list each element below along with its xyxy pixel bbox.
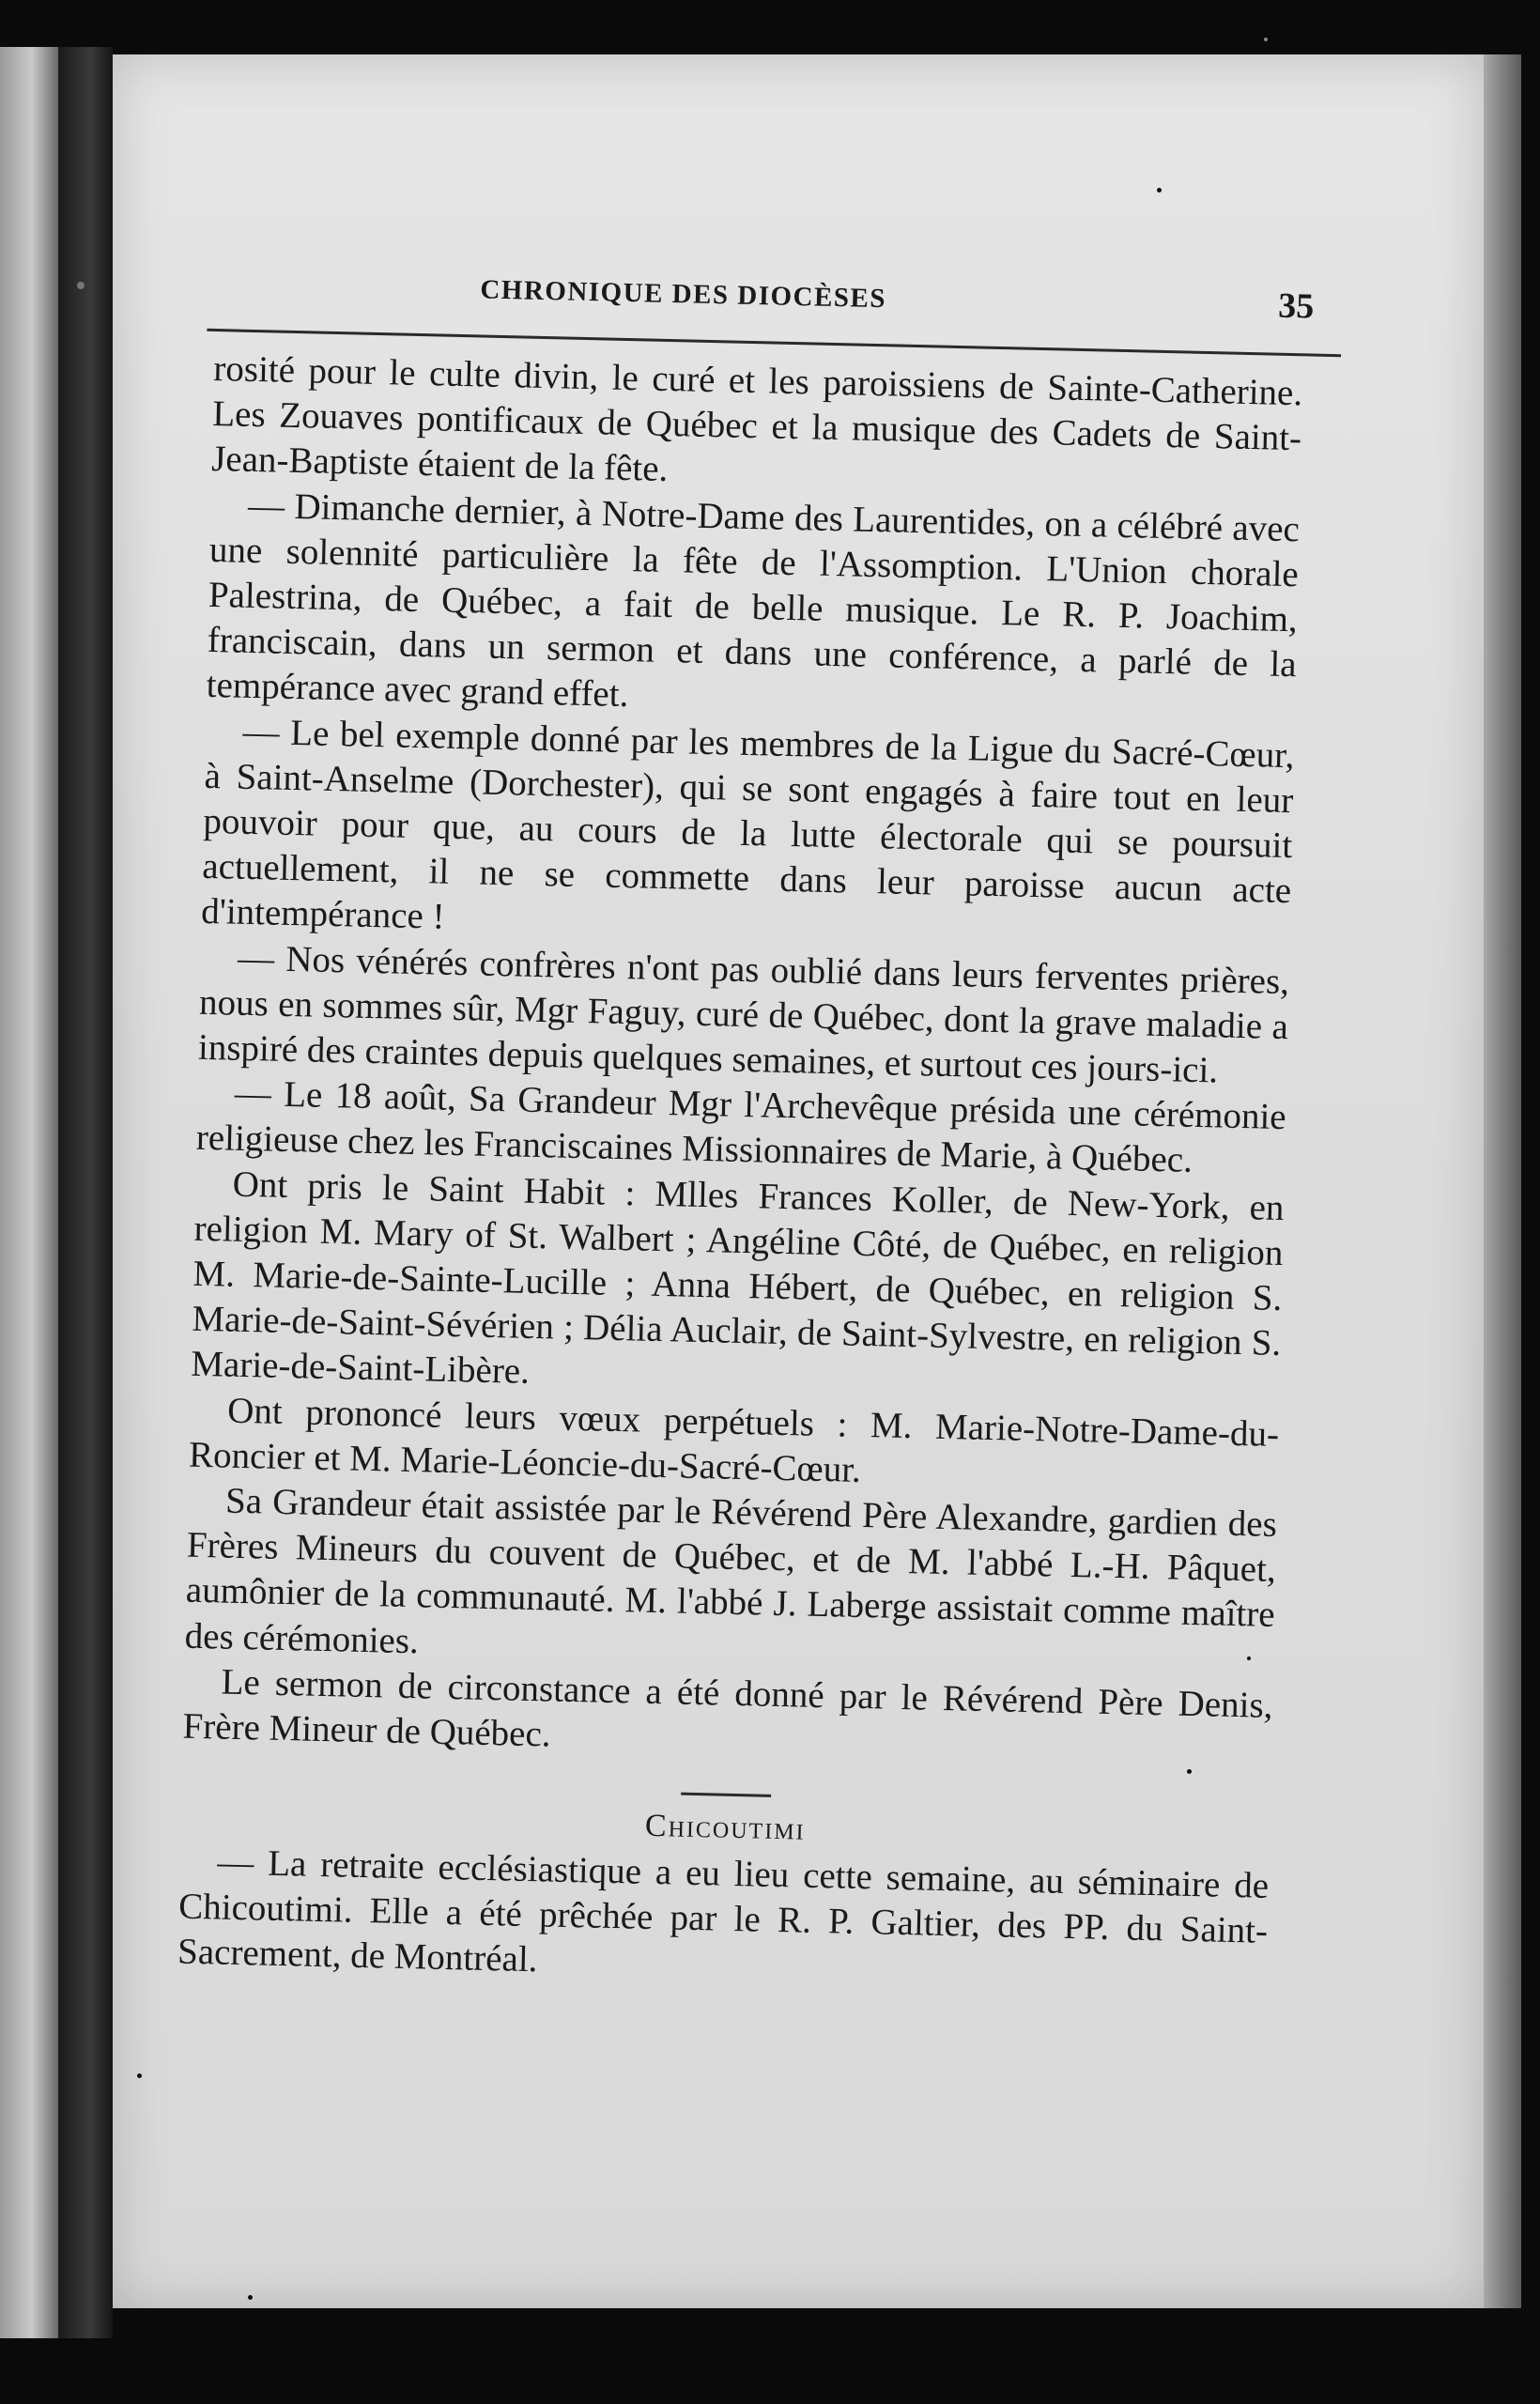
paragraph: Ont prononcé leurs vœux perpétuels : M. Marie-Notre-Dame-du-Roncier et M. Marie-Léoncie-du-Sacré-Cœur.: [188, 1390, 1280, 1490]
dust-speck: [1264, 38, 1268, 41]
paragraph: — Nos vénérés confrères n'ont pas oublié dans leurs ferventes prières, nous en sommes sûr, Mgr Faguy, curé de Québec, dont la grave maladie a inspiré des craintes depuis quelques semaines, et surtout ces jours-ici.: [197, 937, 1290, 1091]
dust-speck: [77, 282, 85, 289]
page-right-edge: [1484, 54, 1521, 2308]
paragraph: — Le 18 août, Sa Grandeur Mgr l'Archevêque présida une cérémonie religieuse chez les Franciscaines Missionnaires de Marie, à Québec.: [195, 1072, 1287, 1181]
page-number: 35: [1277, 285, 1315, 327]
paragraph: Sa Grandeur était assistée par le Révérend Père Alexandre, gardien des Frères Mineurs du couvent de Québec, et de M. l'abbé L.-H. Pâquet, aumônier de la communauté. M. l'abbé J. Laberge assistait comme maître des cérémonies.: [184, 1480, 1278, 1661]
binding-gutter: [58, 47, 113, 2338]
dust-speck: [695, 21, 701, 26]
adjacent-page-edge: [0, 47, 58, 2338]
running-header: [207, 263, 1342, 357]
book-page: [113, 54, 1484, 2308]
section-title: Chicoutimi: [644, 1809, 807, 1847]
paragraph: — Le bel exemple donné par les membres de la Ligue du Sacré-Cœur, à Saint-Anselme (Dorchester), qui se sont engagés à faire tout en leur pouvoir pour que, au cours de la lutte électorale qui se poursuit actuellement, il ne se commette dans leur paroisse aucun acte d'intempérance !: [200, 711, 1295, 938]
section-divider: [681, 1793, 771, 1797]
dust-speck: [1247, 1657, 1251, 1660]
dust-speck: [1157, 188, 1162, 193]
dust-speck: [137, 2073, 142, 2078]
paragraph: Ont pris le Saint Habit : Mlles Frances Koller, de New-York, en religion M. Mary of St. Walbert ; Angéline Côté, de Québec, en religion M. Marie-de-Sainte-Lucille ; Anna Hébert, de Québec, en religion S. Marie-de-Saint-Sévérien ; Délia Auclair, de Saint-Sylvestre, en religion S. Marie-de-Saint-Libère.: [190, 1163, 1285, 1393]
dust-speck: [248, 2295, 253, 2300]
running-title: CHRONIQUE DES DIOCÈSES: [480, 274, 887, 315]
body-text: [177, 347, 1303, 1999]
paragraph: rosité pour le culte divin, le curé et les paroissiens de Sainte-Catherine. Les Zouaves pontificaux de Québec et la musique des Cadets de Saint-Jean-Baptiste étaient de la fête.: [210, 347, 1303, 490]
paragraph: — La retraite ecclésiastique a eu lieu cette semaine, au séminaire de Chicoutimi. Elle a été prêchée par le R. P. Galtier, des PP. du Saint-Sacrement, de Montréal.: [177, 1841, 1270, 1980]
paragraph: Le sermon de circonstance a été donné par le Révérend Père Denis, Frère Mineur de Québec.: [182, 1661, 1273, 1755]
paragraph: — Dimanche dernier, à Notre-Dame des Laurentides, on a célébré avec une solennité particulière la fête de l'Assomption. L'Union chorale Palestrina, de Québec, a fait de belle musique. Le R. P. Joachim, franciscain, dans un sermon et dans une conférence, a parlé de la tempérance avec grand effet.: [206, 485, 1301, 716]
page-content: [177, 263, 1315, 1999]
dust-speck: [1187, 1769, 1192, 1774]
